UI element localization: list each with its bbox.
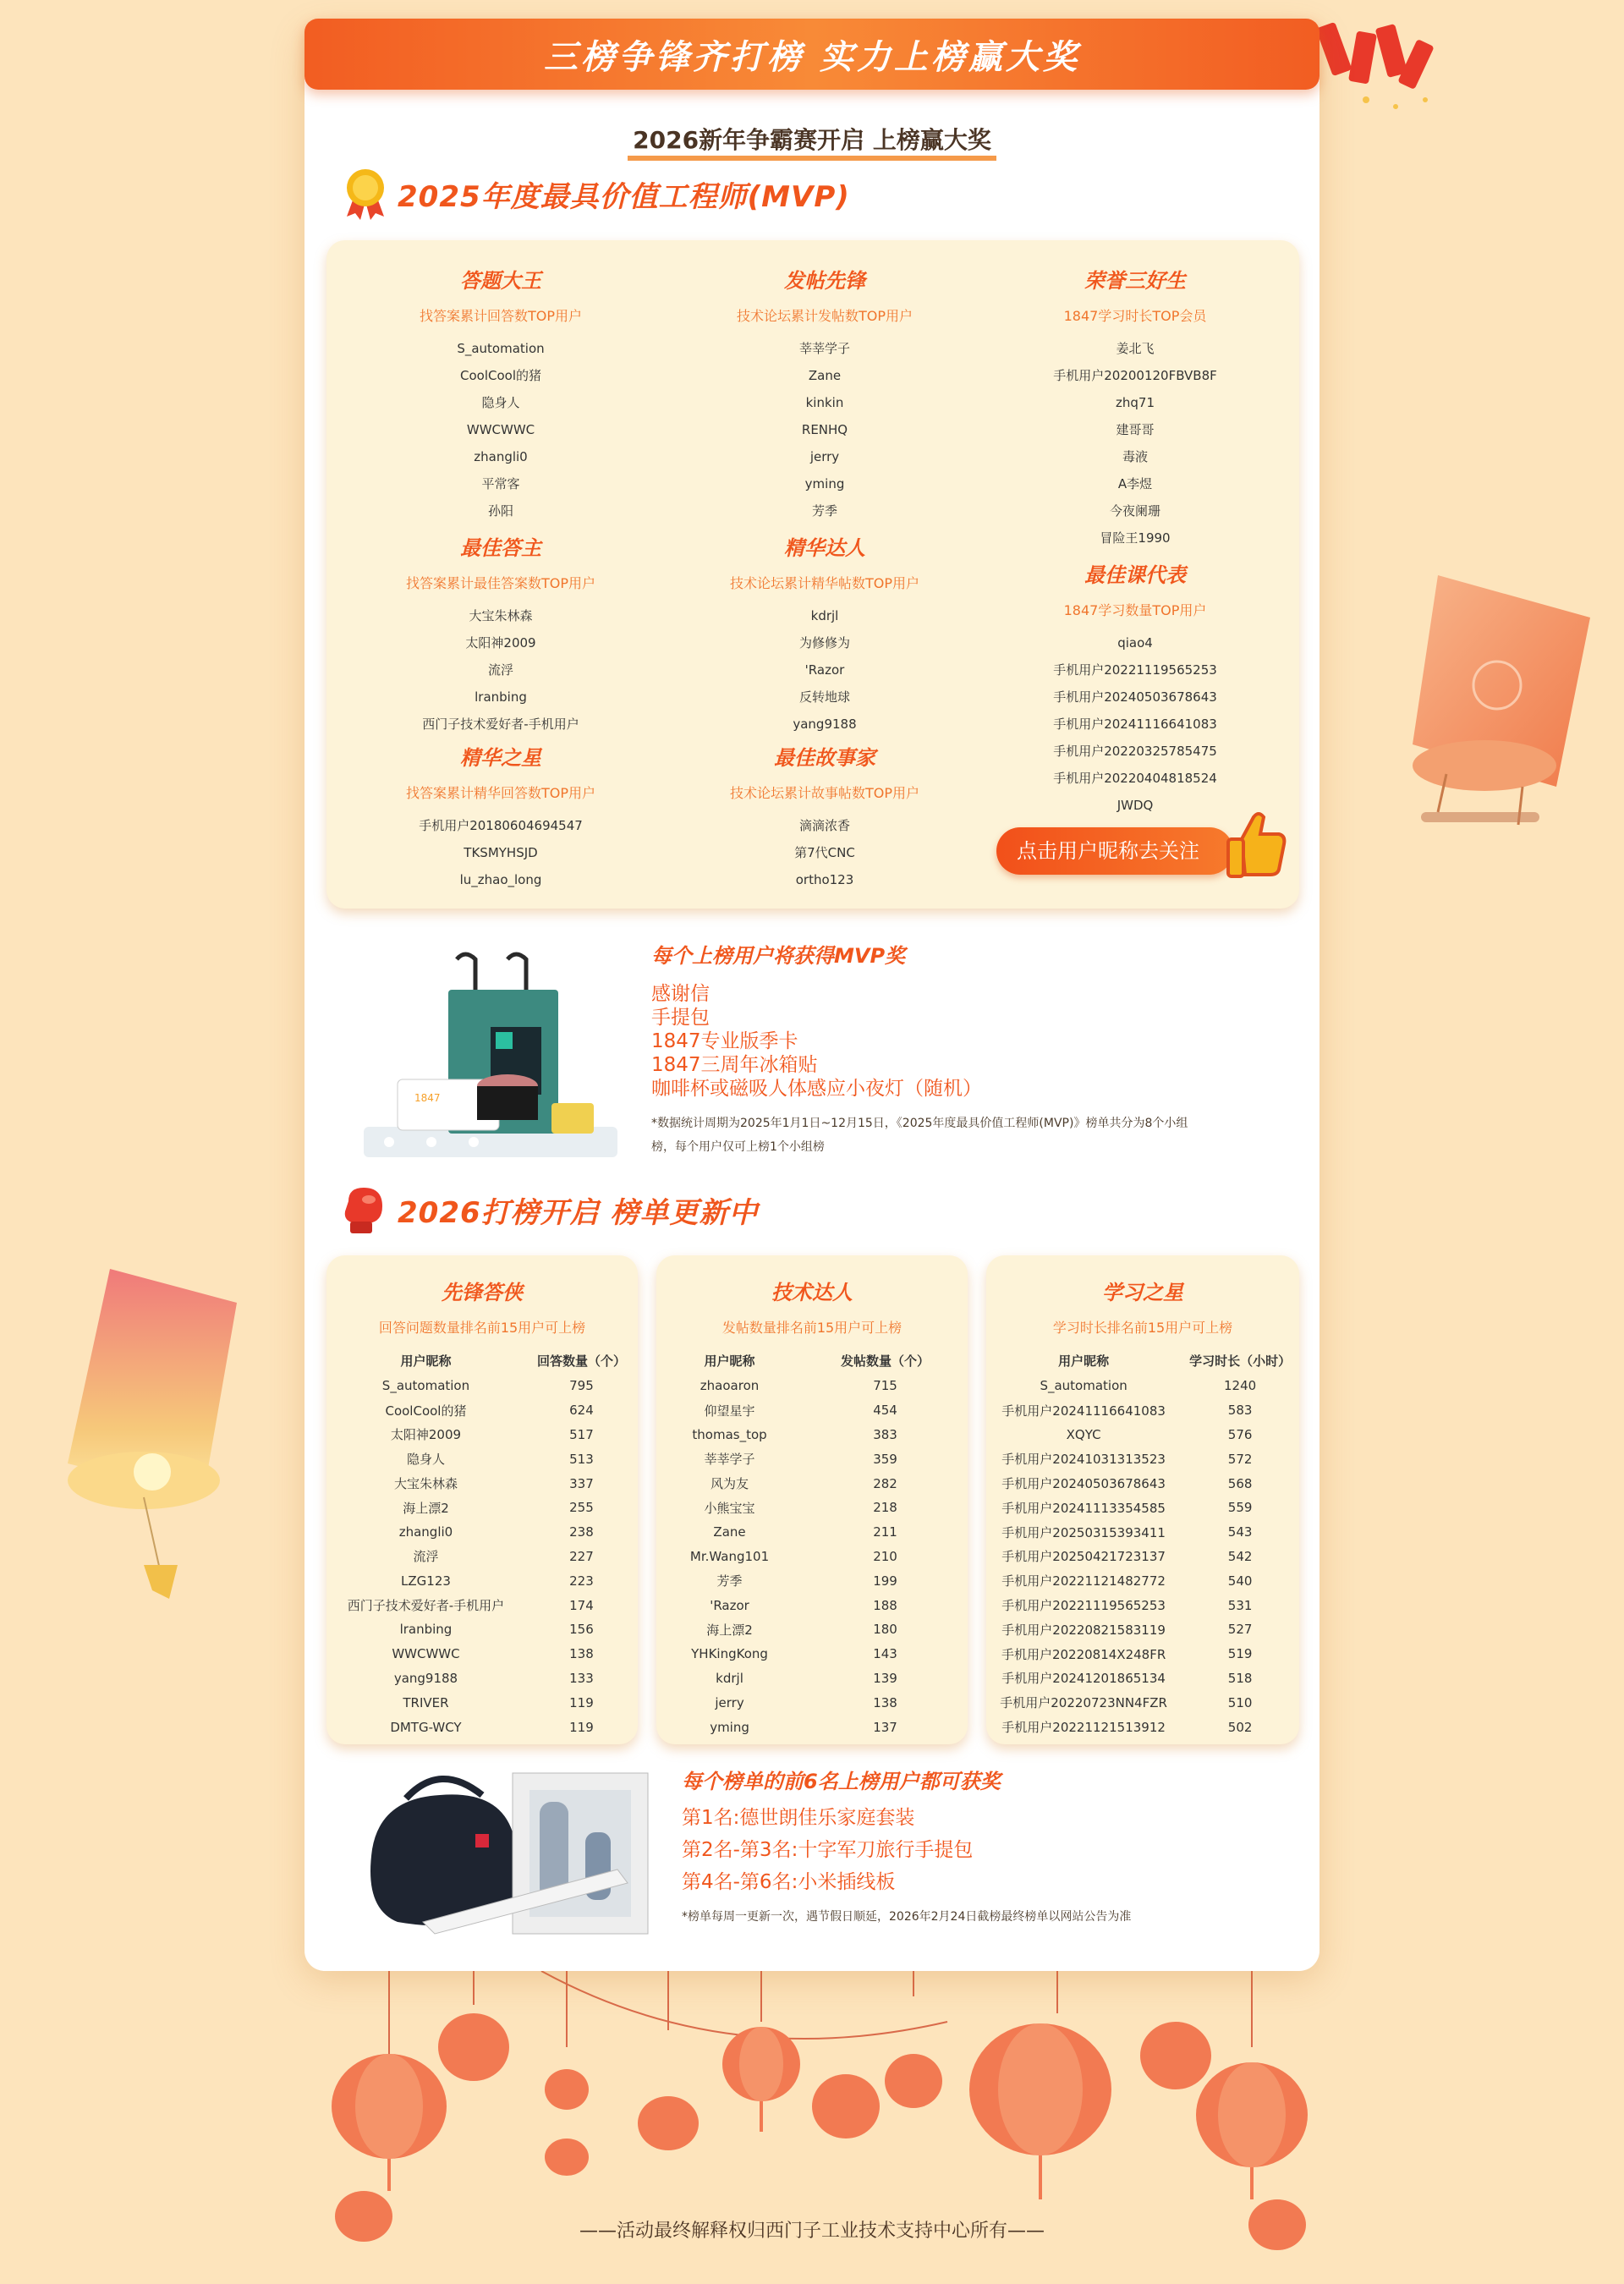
event-subtitle: 2026新年争霸赛开启 上榜赢大奖 <box>0 122 1624 156</box>
user-link[interactable]: qiao4 <box>1117 635 1153 651</box>
mvp-group-best-answerer: 最佳答主 找答案累计最佳答案数TOP用户 大宝朱林森 太阳神2009 流浮 lranbing 西门子技术爱好者-手机用户 <box>374 531 628 738</box>
user-link[interactable]: 太阳神2009 <box>465 635 536 651</box>
user-link[interactable]: 隐身人 <box>406 1452 445 1468</box>
table-row: jerry 138 <box>656 1690 968 1715</box>
user-link[interactable]: CoolCool的猪 <box>460 368 541 383</box>
table-row: 手机用户20241116641083 583 <box>986 1398 1299 1423</box>
user-link[interactable]: 为修修为 <box>798 635 850 651</box>
user-link[interactable]: 手机用户20241031313523 <box>1001 1452 1166 1468</box>
mvp-group-essence-expert: 精华达人 技术论坛累计精华帖数TOP用户 kdrjl 为修修为 'Razor 反转地球 yang9188 <box>698 531 952 738</box>
user-link[interactable]: 毒液 <box>1122 449 1148 464</box>
mvp-note: *数据统计周期为2025年1月1日~12月15日，《2025年度最具价值工程师(MVP)》榜单共分为8个小组 榜，每个用户仅可上榜1个小组榜 <box>651 1117 1188 1154</box>
mvp-group-answer-king: 答题大王 找答案累计回答数TOP用户 S_automation CoolCool的猪 隐身人 WWCWWC zhangli0 平常客 孙阳 <box>374 264 628 524</box>
table-row: yming 137 <box>656 1715 968 1739</box>
user-link[interactable]: Mr.Wang101 <box>689 1548 770 1564</box>
banner-title: 三榜争锋齐打榜 实力上榜赢大奖 <box>544 37 1080 77</box>
table-row: LZG123 223 <box>326 1568 638 1593</box>
user-link[interactable]: CoolCool的猪 <box>385 1403 467 1419</box>
user-link[interactable]: 今夜阑珊 <box>1109 503 1160 519</box>
user-link[interactable]: 手机用户20240503678643 <box>1053 689 1217 705</box>
user-link[interactable]: 海上漂2 <box>706 1622 753 1638</box>
user-link[interactable]: 流浮 <box>487 662 513 678</box>
user-link[interactable]: thomas_top <box>692 1426 767 1442</box>
table-row: zhaoaron 715 <box>656 1374 968 1398</box>
user-link[interactable]: 大宝朱林森 <box>469 608 533 623</box>
user-link[interactable]: Zane <box>713 1524 746 1540</box>
mvp-group-essence-star: 精华之星 找答案累计精华回答数TOP用户 手机用户20180604694547 TKSMYHSJD lu_zhao_long <box>374 741 628 893</box>
table-row: 手机用户20250421723137 542 <box>986 1545 1299 1569</box>
user-link[interactable]: TRIVER <box>403 1694 449 1710</box>
table-row: 手机用户20250315393411 543 <box>986 1520 1299 1545</box>
thumbs-up-icon <box>1225 809 1289 880</box>
table-row: DMTG-WCY 119 <box>326 1715 638 1739</box>
user-link[interactable]: 手机用户20241113354585 <box>1001 1500 1166 1516</box>
table-row: S_automation 1240 <box>986 1374 1299 1398</box>
user-link[interactable]: zhq71 <box>1116 395 1155 410</box>
user-link[interactable]: 手机用户20221119565253 <box>1001 1598 1166 1614</box>
user-link[interactable]: 小熊宝宝 <box>704 1500 755 1516</box>
mvp-prize-item: 感谢信 <box>651 983 710 1005</box>
table-row: 隐身人 513 <box>326 1447 638 1471</box>
user-link[interactable]: RENHQ <box>801 422 848 437</box>
table-row: 手机用户20220814X248FR 519 <box>986 1642 1299 1666</box>
user-link[interactable]: 手机用户20200120FBVB8F <box>1053 368 1217 383</box>
table-row: 海上漂2 255 <box>326 1496 638 1520</box>
user-link[interactable]: 手机用户20221119565253 <box>1053 662 1217 678</box>
user-link[interactable]: YHKingKong <box>691 1646 768 1662</box>
table-row: 手机用户20221119565253 531 <box>986 1593 1299 1617</box>
svg-text:1847: 1847 <box>414 1092 441 1104</box>
table-row: YHKingKong 143 <box>656 1642 968 1666</box>
table-row: 芳季 199 <box>656 1568 968 1593</box>
user-link[interactable]: 反转地球 <box>798 689 850 705</box>
footer-disclaimer: ——活动最终解释权归西门子工业技术支持中心所有—— <box>579 2221 1045 2242</box>
ranking-table: 用户昵称 学习时长（小时） S_automation 1240 手机用户20241116641083 583 XQYC 576 手机用户20241031313523 572 手机用户20240503678643 568 手机用户20241113354585 559 手机用户20250315393411 543 手机用户20250421723137 542 手机用户20221121482772 540 手机用户20221119565253 531 手机用户20220821583119 527 手机用户20220814X248FR 519 手机用户20241201865134 518 手机用户20220723NN4FZR 510 手机用户20221121513912 502 <box>986 1347 1299 1739</box>
user-link[interactable]: A李煜 <box>1117 476 1153 491</box>
table-row: 西门子技术爱好者-手机用户 174 <box>326 1593 638 1617</box>
user-link[interactable]: 手机用户20221121513912 <box>1001 1720 1166 1736</box>
user-link[interactable]: kdrjl <box>716 1670 743 1686</box>
user-link[interactable]: jerry <box>715 1694 744 1710</box>
mvp-section-title: 2025年度最具价值工程师(MVP) <box>342 167 850 220</box>
gold-medal-icon <box>342 167 389 220</box>
user-link[interactable]: 手机用户20241116641083 <box>1001 1403 1166 1419</box>
ranking-note: *榜单每周一更新一次，遇节假日顺延，2026年2月24日截榜最终榜单以网站公告为准 <box>682 1910 1132 1924</box>
table-row: 手机用户20241113354585 559 <box>986 1496 1299 1520</box>
user-link[interactable]: Zane <box>808 368 842 383</box>
user-link[interactable]: 仰望星宇 <box>704 1403 755 1419</box>
user-link[interactable]: lranbing <box>475 689 527 705</box>
user-link[interactable]: yming <box>804 476 845 491</box>
user-link[interactable]: 海上漂2 <box>403 1500 449 1516</box>
mvp-prize-image <box>364 951 626 1161</box>
table-row: 手机用户20220723NN4FZR 510 <box>986 1690 1299 1715</box>
user-link[interactable]: 'Razor <box>710 1597 749 1613</box>
user-link[interactable]: 手机用户20220821583119 <box>1001 1622 1166 1638</box>
ranking-board-posts: 技术达人 发帖数量排名前15用户可上榜 用户昵称 发帖数量（个） zhaoaron 715 仰望星宇 454 thomas_top 383 莘莘学子 359 风为友 282 小熊宝宝 218 Zane 211 Mr.Wang101 210 芳季 199 'Razor 188 海上漂2 180 YHKingKong 143 kdrjl 139 jerry 138 yming 137 <box>656 1255 968 1744</box>
user-link[interactable]: JWDQ <box>1116 798 1154 813</box>
user-link[interactable]: 平常客 <box>481 476 520 491</box>
user-link[interactable]: jerry <box>809 449 840 464</box>
table-row: Zane 211 <box>656 1520 968 1545</box>
ranking-board-answers: 先锋答侠 回答问题数量排名前15用户可上榜 用户昵称 回答数量（个） S_automation 795 CoolCool的猪 624 太阳神2009 517 隐身人 513 大宝朱林森 337 海上漂2 255 zhangli0 238 流浮 227 LZG123 223 西门子技术爱好者-手机用户 174 lranbing 156 WWCWWC 138 yang9188 133 TRIVER 119 DMTG-WCY 119 <box>326 1255 638 1744</box>
ranking-prize-heading: 每个榜单的前6名上榜用户都可获奖 <box>682 1770 1001 1793</box>
user-link[interactable]: WWCWWC <box>466 422 535 437</box>
user-link[interactable]: 手机用户20180604694547 <box>419 818 583 833</box>
user-link[interactable]: zhangli0 <box>398 1524 453 1540</box>
sky-lantern-left <box>34 1252 254 1624</box>
user-link[interactable]: 手机用户20250421723137 <box>1001 1549 1166 1565</box>
user-link[interactable]: 芳季 <box>811 503 837 519</box>
ranking-table: 用户昵称 回答数量（个） S_automation 795 CoolCool的猪 624 太阳神2009 517 隐身人 513 大宝朱林森 337 海上漂2 255 zhangli0 238 流浮 227 LZG123 223 西门子技术爱好者-手机用户 174 lranbing 156 WWCWWC 138 yang9188 133 TRIVER 119 DMTG-WCY 119 <box>326 1347 638 1739</box>
user-link[interactable]: 滴滴浓香 <box>798 818 850 833</box>
table-row: 手机用户20221121482772 540 <box>986 1568 1299 1593</box>
table-row: 手机用户20241031313523 572 <box>986 1447 1299 1471</box>
table-row: 太阳神2009 517 <box>326 1423 638 1447</box>
user-link[interactable]: yang9188 <box>793 716 857 732</box>
ranking-table: 用户昵称 发帖数量（个） zhaoaron 715 仰望星宇 454 thomas_top 383 莘莘学子 359 风为友 282 小熊宝宝 218 Zane 211 Mr.Wang101 210 芳季 199 'Razor 188 海上漂2 180 YHKingKong 143 kdrjl 139 jerry 138 yming 137 <box>656 1347 968 1739</box>
follow-users-button[interactable]: 点击用户昵称去关注 <box>996 827 1233 875</box>
user-link[interactable]: 西门子技术爱好者-手机用户 <box>422 716 579 732</box>
ranking-prize-item: 第4名-第6名:小米插线板 <box>682 1871 896 1893</box>
table-row: WWCWWC 138 <box>326 1642 638 1666</box>
user-link[interactable]: TKSMYHSJD <box>464 845 538 860</box>
user-link[interactable]: LZG123 <box>401 1573 451 1589</box>
mvp-group-best-storyteller: 最佳故事家 技术论坛累计故事帖数TOP用户 滴滴浓香 第7代CNC ortho123 <box>698 741 952 893</box>
ranking-board-study: 学习之星 学习时长排名前15用户可上榜 用户昵称 学习时长（小时） S_automation 1240 手机用户20241116641083 583 XQYC 576 手机用户20241031313523 572 手机用户20240503678643 568 手机用户20241113354585 559 手机用户20250315393411 543 手机用户20250421723137 542 手机用户20221121482772 540 手机用户20221119565253 531 手机用户20220821583119 527 手机用户20220814X248FR 519 手机用户20241201865134 518 手机用户20220723NN4FZR 510 手机用户20221121513912 502 <box>986 1255 1299 1744</box>
user-link[interactable]: yang9188 <box>393 1670 458 1686</box>
firecracker-decoration <box>1315 15 1442 125</box>
user-link[interactable]: 手机用户20220325785475 <box>1053 744 1217 759</box>
table-row: 仰望星宇 454 <box>656 1398 968 1423</box>
table-row: yang9188 133 <box>326 1666 638 1691</box>
mvp-prize-item: 咖啡杯或磁吸人体感应小夜灯（随机） <box>651 1078 982 1100</box>
table-row: 手机用户20220821583119 527 <box>986 1617 1299 1642</box>
user-link[interactable]: 隐身人 <box>481 395 520 410</box>
table-row: kdrjl 139 <box>656 1666 968 1691</box>
user-link[interactable]: yming <box>710 1719 749 1735</box>
user-link[interactable]: 手机用户20250315393411 <box>1001 1524 1166 1540</box>
table-row: 手机用户20241201865134 518 <box>986 1666 1299 1691</box>
table-row: 风为友 282 <box>656 1471 968 1496</box>
user-link[interactable]: 大宝朱林森 <box>393 1476 458 1492</box>
user-link[interactable]: 姜北飞 <box>1116 341 1155 356</box>
user-link[interactable]: S_automation <box>381 1378 470 1394</box>
user-link[interactable]: 第7代CNC <box>794 845 855 860</box>
table-row: thomas_top 383 <box>656 1423 968 1447</box>
user-link[interactable]: 手机用户20220814X248FR <box>1001 1646 1166 1662</box>
user-link[interactable]: kdrjl <box>810 608 839 623</box>
mvp-group-post-pioneer: 发帖先锋 技术论坛累计发帖数TOP用户 莘莘学子 Zane kinkin RENHQ jerry yming 芳季 <box>698 264 952 524</box>
user-link[interactable]: zhaoaron <box>700 1378 760 1394</box>
user-link[interactable]: 风为友 <box>710 1476 749 1492</box>
user-link[interactable]: DMTG-WCY <box>390 1719 462 1735</box>
user-link[interactable]: lu_zhao_long <box>459 872 542 887</box>
user-link[interactable]: 莘莘学子 <box>798 341 850 356</box>
user-link[interactable]: 流浮 <box>413 1549 439 1565</box>
user-link[interactable]: 太阳神2009 <box>390 1427 462 1443</box>
ranking-prize-item: 第2名-第3名:十字军刀旅行手提包 <box>682 1839 974 1861</box>
ranking-prize-item: 第1名:德世朗佳乐家庭套装 <box>682 1807 915 1829</box>
user-link[interactable]: zhangli0 <box>474 449 528 464</box>
user-link[interactable]: 西门子技术爱好者-手机用户 <box>347 1598 505 1614</box>
table-row: 手机用户20221121513912 502 <box>986 1715 1299 1739</box>
user-link[interactable]: 建哥哥 <box>1116 422 1155 437</box>
user-link[interactable]: 手机用户20241201865134 <box>1001 1671 1166 1687</box>
table-row: lranbing 156 <box>326 1617 638 1642</box>
user-link[interactable]: lranbing <box>399 1622 453 1638</box>
ranking-section-title: 2026打榜开启 榜单更新中 <box>335 1183 758 1237</box>
user-link[interactable]: 手机用户20241116641083 <box>1053 716 1217 732</box>
user-link[interactable]: 芳季 <box>716 1573 743 1589</box>
user-link[interactable]: 手机用户20240503678643 <box>1001 1476 1166 1492</box>
user-link[interactable]: ortho123 <box>795 872 854 887</box>
table-row: 流浮 227 <box>326 1545 638 1569</box>
table-row: 莘莘学子 359 <box>656 1447 968 1471</box>
user-link[interactable]: 手机用户20220723NN4FZR <box>1000 1695 1167 1711</box>
user-link[interactable]: 冒险王1990 <box>1100 530 1171 546</box>
user-link[interactable]: WWCWWC <box>392 1646 460 1662</box>
table-row: XQYC 576 <box>986 1423 1299 1447</box>
user-link[interactable]: 孙阳 <box>487 503 513 519</box>
user-link[interactable]: kinkin <box>805 395 844 410</box>
boxing-glove-icon <box>335 1183 389 1237</box>
mvp-prize-item: 手提包 <box>651 1007 710 1029</box>
ranking-prize-image <box>364 1765 651 1942</box>
table-row: 海上漂2 180 <box>656 1617 968 1642</box>
user-link[interactable]: S_automation <box>457 341 545 356</box>
mvp-prize-item: 1847三周年冰箱贴 <box>651 1054 818 1076</box>
table-row: CoolCool的猪 624 <box>326 1398 638 1423</box>
table-row: zhangli0 238 <box>326 1520 638 1545</box>
mvp-prize-item: 1847专业版季卡 <box>651 1030 798 1052</box>
user-link[interactable]: 手机用户20220404818524 <box>1053 771 1217 786</box>
table-row: 大宝朱林森 337 <box>326 1471 638 1496</box>
mvp-group-best-class-rep: 最佳课代表 1847学习数量TOP用户 qiao4 手机用户20221119565253 手机用户20240503678643 手机用户20241116641083 手机用户20220325785475 手机用户20220404818524 JWDQ <box>1008 558 1262 819</box>
top-banner <box>304 19 1320 90</box>
table-row: S_automation 795 <box>326 1374 638 1398</box>
table-row: Mr.Wang101 210 <box>656 1545 968 1569</box>
table-row: 手机用户20240503678643 568 <box>986 1471 1299 1496</box>
table-row: 'Razor 188 <box>656 1593 968 1617</box>
user-link[interactable]: 'Razor <box>804 662 845 678</box>
user-link[interactable]: S_automation <box>1040 1378 1127 1394</box>
sky-lantern-right <box>1379 558 1624 846</box>
mvp-group-honor-student: 荣誉三好生 1847学习时长TOP会员 姜北飞 手机用户20200120FBVB8F zhq71 建哥哥 毒液 A李煜 今夜阑珊 冒险王1990 <box>1008 264 1262 552</box>
user-link[interactable]: XQYC <box>1066 1426 1101 1442</box>
table-row: 小熊宝宝 218 <box>656 1496 968 1520</box>
user-link[interactable]: 莘莘学子 <box>704 1452 755 1468</box>
mvp-prize-heading: 每个上榜用户将获得MVP奖 <box>651 944 906 968</box>
user-link[interactable]: 手机用户20221121482772 <box>1001 1573 1166 1589</box>
table-row: TRIVER 119 <box>326 1690 638 1715</box>
